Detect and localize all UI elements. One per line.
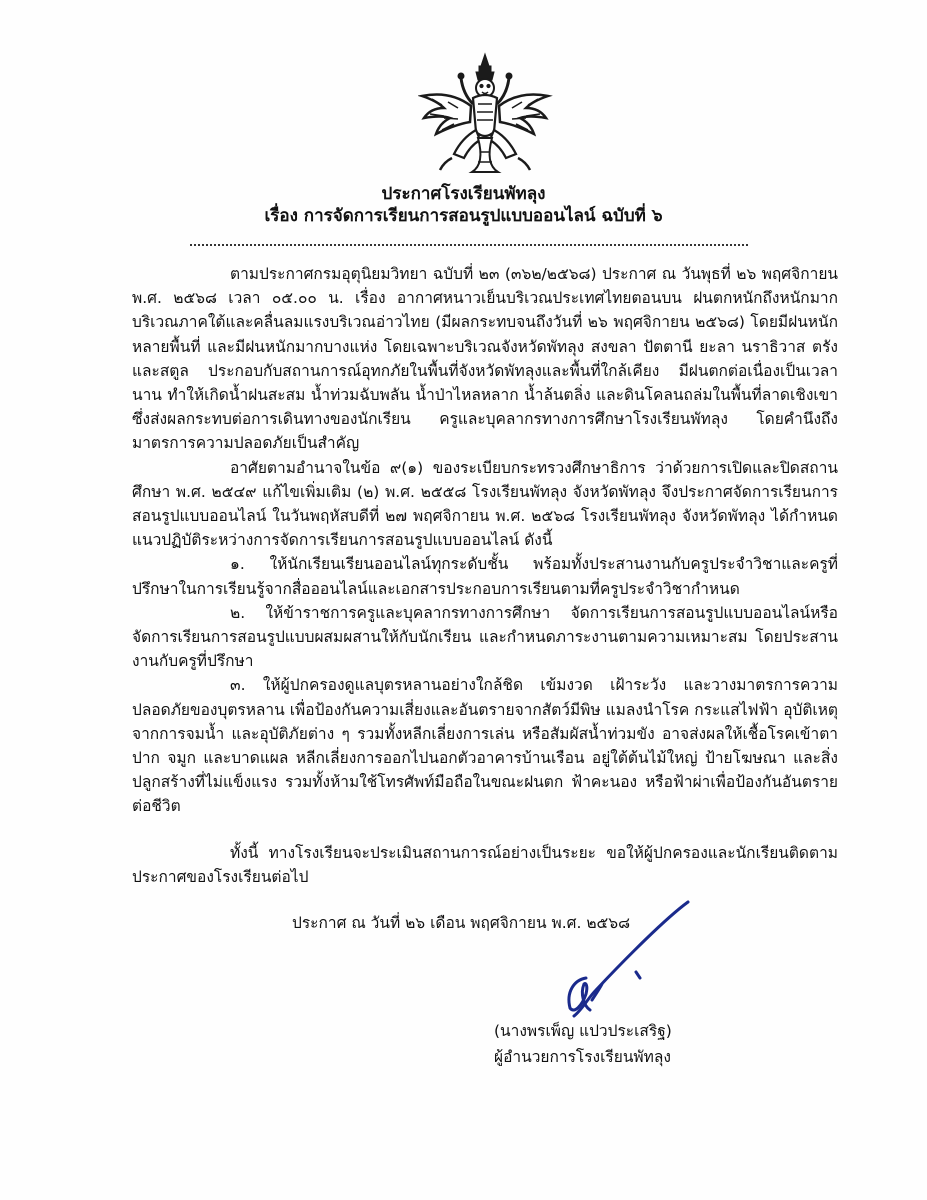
announcement-title: ประกาศโรงเรียนพัทลุง xyxy=(381,184,546,204)
dotted-divider xyxy=(190,244,748,246)
paragraph-closing: ทั้งนี้ ทางโรงเรียนจะประเมินสถานการณ์อย่างเป็นระยะ ขอให้ผู้ปกครองและนักเรียนติดตามประกาศของโรงเรียนต่อไป xyxy=(132,843,838,886)
announcement-body xyxy=(132,262,838,889)
guideline-item-3: ๓. ให้ผู้ปกครองดูแลบุตรหลานอย่างใกล้ชิด เข้มงวด เฝ้าระวัง และวางมาตรการความปลอดภัยของบุตรหลาน เพื่อป้องกันความเสี่ยงและอันตรายจากสัตว์มีพิษ แมลงนำโรค กระแสไฟฟ้า อุบัติเหตุจากการจมน้ำ และอุบัติภัยต่าง ๆ รวมทั้งหลีกเลี่ยงการเล่น หรือสัมผัสน้ำท่วมขัง อาจส่งผลให้เชื้อโรคเข้าตา ปาก จมูก และบาดแผล หลีกเลี่ยงการออกไปนอกตัวอาคารบ้านเรือน อยู่ใต้ต้นไม้ใหญ่ ป้ายโฆษณา และสิ่งปลูกสร้างที่ไม่แข็งแรง รวมทั้งห้ามใช้โทรศัพท์มือถือในขณะฝนตก ฟ้าคะนอง หรือฟ้าผ่าเพื่อป้องกันอันตรายต่อชีวิต xyxy=(132,676,838,816)
handwritten-signature xyxy=(556,898,696,1023)
paragraph-authority: อาศัยตามอำนาจในข้อ ๙(๑) ของระเบียบกระทรวงศึกษาธิการ ว่าด้วยการเปิดและปิดสถานศึกษา พ.ศ. ๒๕๔๙ แก้ไขเพิ่มเติม (๒) พ.ศ. ๒๕๕๘ โรงเรียนพัทลุง จังหวัดพัทลุง จึงประกาศจัดการเรียนการสอนรูปแบบออนไลน์ ในวันพฤหัสบดีที่ ๒๗ พฤศจิกายน พ.ศ. ๒๕๖๘ โรงเรียนพัทลุง จังหวัดพัทลุง ได้กำหนดแนวปฏิบัติระหว่างการจัดการเรียนการสอนรูปแบบออนไลน์ ดังนี้ xyxy=(132,458,838,550)
announcement-subject: เรื่อง การจัดการเรียนการสอนรูปแบบออนไลน์ ฉบับที่ ๖ xyxy=(264,206,663,226)
announcement-date: ประกาศ ณ วันที่ ๒๖ เดือน พฤศจิกายน พ.ศ. ๒๕๖๘ xyxy=(292,914,631,932)
guideline-item-1: ๑. ให้นักเรียนเรียนออนไลน์ทุกระดับชั้น พร้อมทั้งประสานงานกับครูประจำวิชาและครูที่ปรึกษาในการเรียนรู้จากสื่อออนไลน์และเอกสารประกอบการเรียนตามที่ครูประจำวิชากำหนด xyxy=(132,555,838,598)
garuda-emblem-icon xyxy=(418,52,553,174)
signatory-name: (นางพรเพ็ญ แปวประเสริฐ) xyxy=(494,1022,672,1040)
paragraph-background: ตามประกาศกรมอุตุนิยมวิทยา ฉบับที่ ๒๓ (๓๖๒/๒๕๖๘) ประกาศ ณ วันพุธที่ ๒๖ พฤศจิกายน พ.ศ. ๒๕๖๘ เวลา ๐๕.๐๐ น. เรื่อง อากาศหนาวเย็นบริเวณประเทศไทยตอนบน ฝนตกหนักถึงหนักมากบริเวณภาคใต้และคลื่นลมแรงบริเวณอ่าวไทย (มีผลกระทบจนถึงวันที่ ๒๖ พฤศจิกายน ๒๕๖๘) โดยมีฝนหนักหลายพื้นที่ และมีฝนหนักมากบางแห่ง โดยเฉพาะบริเวณจังหวัดพัทลุง สงขลา ปัตตานี ยะลา นราธิวาส ตรัง และสตูล ประกอบกับสถานการณ์อุทกภัยในพื้นที่จังหวัดพัทลุงและพื้นที่ใกล้เคียง มีฝนตกต่อเนื่องเป็นเวลานาน ทำให้เกิดน้ำฝนสะสม น้ำท่วมฉับพลัน น้ำป่าไหลหลาก น้ำล้นตลิ่ง และดินโคลนถล่มในพื้นที่ลาดเชิงเขา ซึ่งส่งผลกระทบต่อการเดินทางของนักเรียน ครูและบุคลากรทางการศึกษาโรงเรียนพัทลุง โดยคำนึงถึงมาตรการความปลอดภัยเป็นสำคัญ xyxy=(132,265,838,453)
guideline-item-2: ๒. ให้ข้าราชการครูและบุคลากรทางการศึกษา จัดการเรียนการสอนรูปแบบออนไลน์หรือจัดการเรียนการสอนรูปแบบผสมผสานให้กับนักเรียน และกำหนดภาระงานตามความเหมาะสม โดยประสานงานกับครูที่ปรึกษา xyxy=(132,603,838,671)
signatory-position: ผู้อำนวยการโรงเรียนพัทลุง xyxy=(494,1048,671,1066)
